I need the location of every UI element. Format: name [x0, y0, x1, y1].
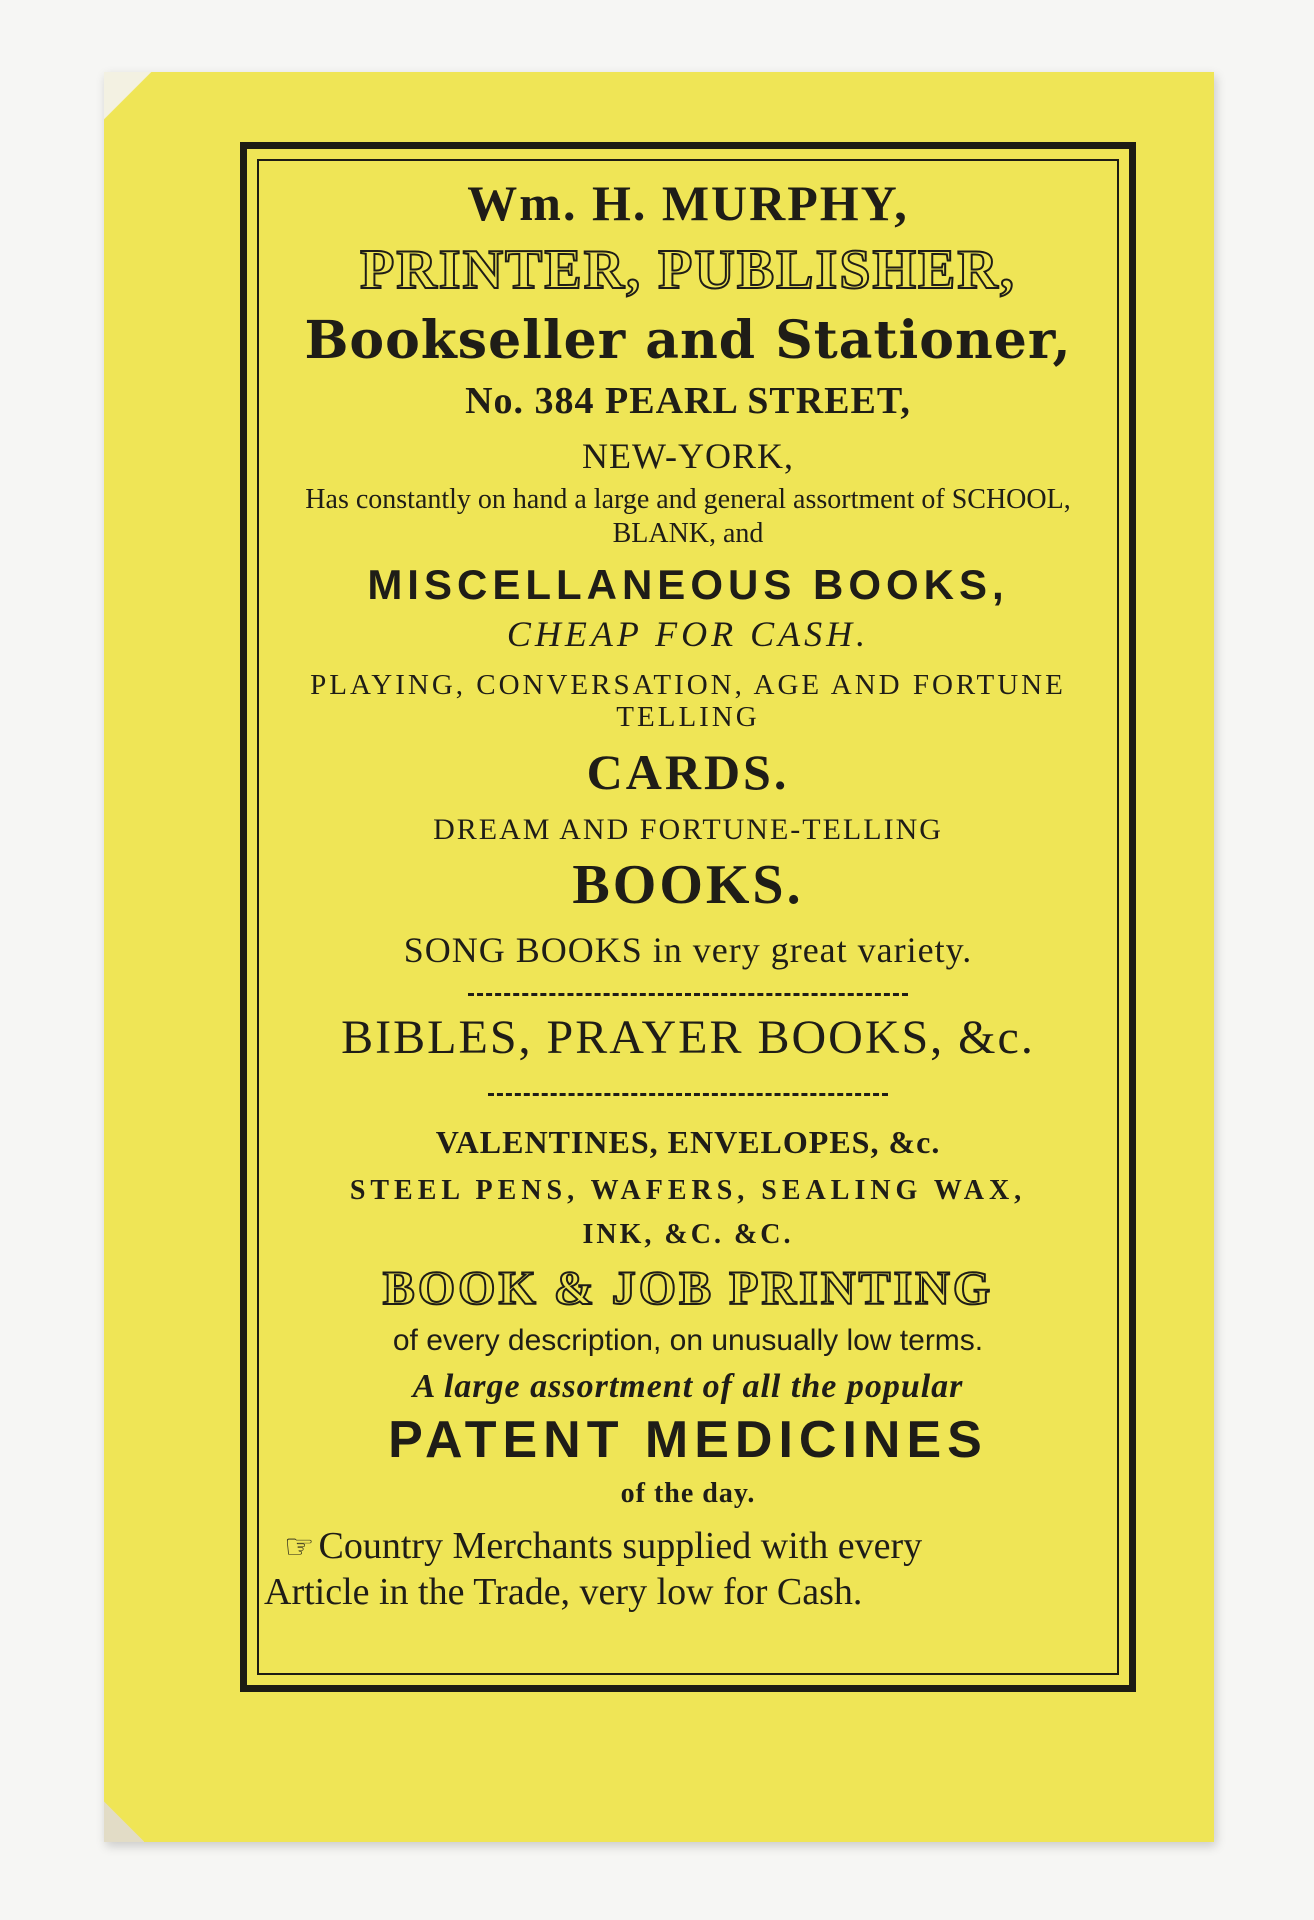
of-the-day-text: of the day.: [620, 1478, 756, 1509]
dashed-divider: [488, 1093, 888, 1096]
pointing-hand-icon: ☞: [284, 1529, 315, 1566]
cheap-for-cash: CHEAP FOR CASH.: [506, 614, 870, 654]
street-address: No. 384 PEARL STREET,: [465, 380, 911, 422]
song-books-text: SONG BOOKS in very great variety.: [403, 930, 973, 970]
playing-cards-text: PLAYING, CONVERSATION, AGE AND FORTUNE TELLING: [310, 669, 1066, 733]
steel-pens-text: STEEL PENS, WAFERS, SEALING WAX,: [349, 1175, 1027, 1206]
advert-text: [254, 174, 1122, 1614]
description: Has constantly on hand a large and general assortment of SCHOOL, BLANK, and: [305, 484, 1071, 549]
proprietor-name: Wm. H. MURPHY,: [467, 175, 909, 231]
article-text: Article in the Trade, very low for Cash.: [264, 1571, 863, 1613]
worn-corner: [104, 72, 156, 124]
cards-heading: CARDS.: [586, 744, 790, 800]
city: NEW-YORK,: [582, 436, 794, 476]
trade-heading: PRINTER, PUBLISHER,: [360, 239, 1016, 301]
country-merchants-line: [254, 1524, 1122, 1568]
large-assortment-text: A large assortment of all the popular: [412, 1368, 964, 1405]
trade-subheading: Bookseller and Stationer,: [304, 310, 1072, 371]
misc-books-heading: MISCELLANEOUS BOOKS,: [367, 561, 1009, 608]
dashed-divider: [468, 993, 908, 996]
country-merchants-text: Country Merchants supplied with every: [318, 1525, 923, 1567]
patent-medicines-heading: PATENT MEDICINES: [388, 1411, 988, 1469]
worn-edge: [104, 1782, 144, 1842]
books-heading: BOOKS.: [572, 854, 804, 916]
ink-text: INK, &C. &C.: [582, 1219, 794, 1250]
every-description-text: of every description, on unusually low terms.: [392, 1324, 984, 1357]
advertisement-card: [104, 72, 1214, 1842]
bibles-heading: BIBLES, PRAYER BOOKS, &c.: [341, 1011, 1035, 1064]
dream-text: DREAM AND FORTUNE-TELLING: [433, 813, 943, 846]
job-printing-heading: BOOK & JOB PRINTING: [382, 1262, 994, 1315]
valentines-text: VALENTINES, ENVELOPES, &c.: [435, 1124, 941, 1160]
